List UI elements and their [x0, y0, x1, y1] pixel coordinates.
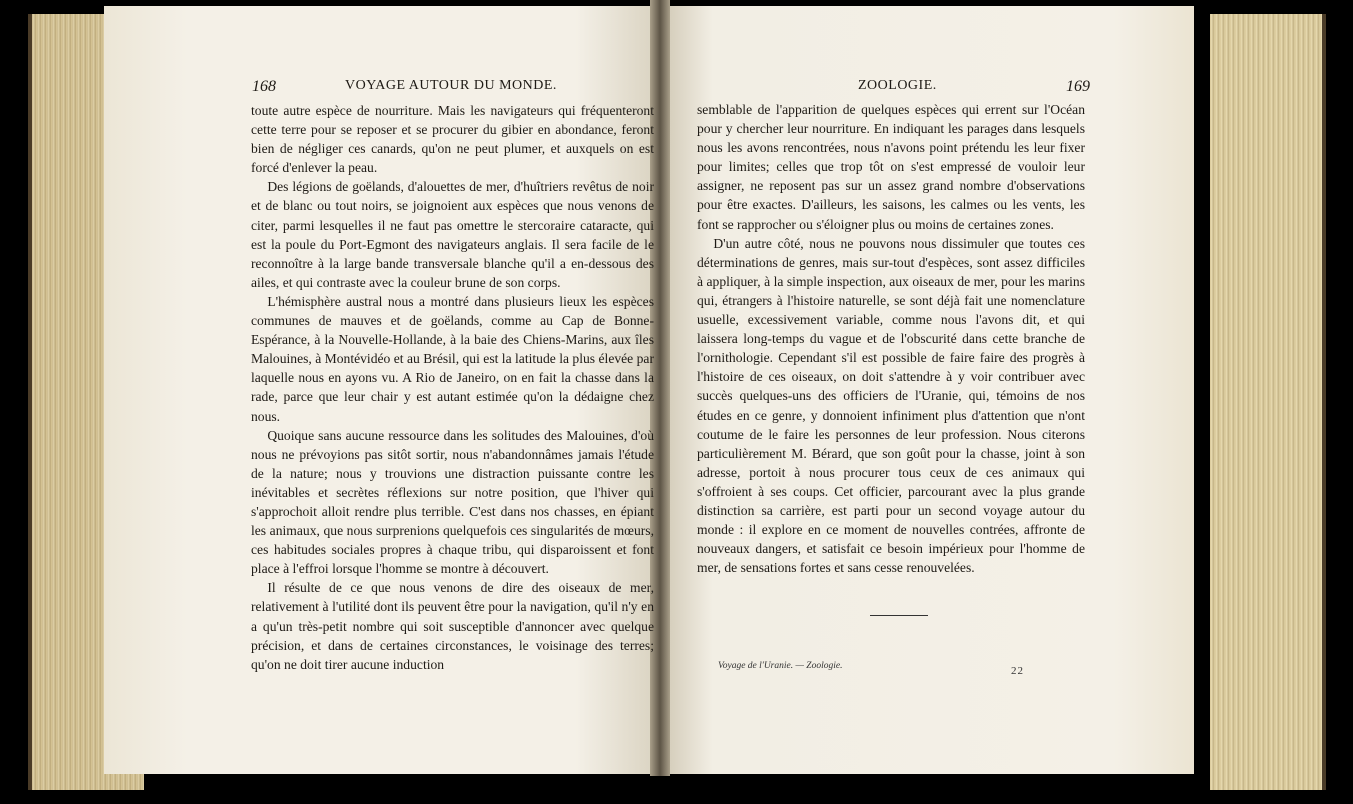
right-page-body: [697, 100, 1085, 577]
paragraph: Quoique sans aucune ressource dans les solitudes des Malouines, d'où nous ne prévoyions pas sitôt sortir, nous n'abandonnâmes jamais l'étude de la nature; nous y trouvions une distraction puissante contre les inévitables et secrètes réflexions sur notre position, que l'hiver qui s'approchoit alloit rendre plus terrible. C'est dans nos chasses, en épiant les animaux, que nous surprenions quelquefois ces singularités de mœurs, ces habitudes sociales propres à chaque tribu, qui disparoissent et font place à l'effroi lorsque l'homme se montre à découvert.: [251, 427, 654, 577]
paragraph: D'un autre côté, nous ne pouvons nous dissimuler que toutes ces déterminations de genres, mais sur-tout d'espèces, sont assez difficiles à appliquer, à la simple inspection, aux oiseaux de mer, pour les marins qui, étrangers à l'histoire naturelle, se sont déjà fait une nomenclature usuelle, excessivement variable, comme nous l'avons dit, et qui laissera long-temps du vague et de l'obscurité dans cette branche de l'ornithologie. Cependant s'il est possible de faire faire des progrès à l'histoire de ces oiseaux, on doit s'attendre à y voir contribuer avec succès quelques-uns des officiers de l'Uranie, qui, témoins de nos études en ce genre, y donnoient infiniment plus d'attention que n'ont coutume de le faire les personnes de leur profession. Nous citerons particulièrement M. Bérard, que son goût pour la chasse, joint à son adresse, portoit à nous procurer tous ceux de ces animaux qui s'offroient à ses coups. Cet officier, parcourant avec la plus grande distinction sa carrière, est parti pour un second voyage autour du monde : il explore en ce moment de nouvelles contrées, affronte de nouveaux dangers, et satisfait ce besoin impérieux pour l'homme de mer, de sensations fortes et sans cesse renouvelées.: [697, 235, 1085, 576]
paragraph: toute autre espèce de nourriture. Mais les navigateurs qui fréquenteront cette terre pour se reposer et se procurer du gibier en abondance, feront bien de négliger ces canards, qu'on ne peut plumer, et auxquels on est forcé d'enlever la peau.: [251, 103, 654, 176]
page-footer: Voyage de l'Uranie. — Zoologie.: [718, 661, 843, 671]
paragraph: L'hémisphère austral nous a montré dans plusieurs lieux les espèces communes de mauves et de goëlands, comme au Cap de Bonne-Espérance, à la Nouvelle-Hollande, à la baie des Chiens-Marins, aux îles Malouines, à Montévidéo et au Brésil, qui est la latitude la plus élevée par laquelle nous en ayons vu. A Rio de Janeiro, on en fait la chasse dans la rade, parce que leur chair y est autant estimée qu'on la dédaigne chez nous.: [251, 293, 654, 424]
left-page-number: 168: [252, 78, 276, 95]
signature-mark: 22: [1011, 665, 1024, 677]
right-running-head: ZOOLOGIE.: [858, 78, 937, 93]
paragraph: Des légions de goëlands, d'alouettes de mer, d'huîtriers revêtus de noir et de blanc ou tout noirs, se joignoient aux espèces que nous venons de citer, parmi lesquelles il ne faut pas omettre le stercoraire cataracte, qui est la poule du Port-Egmont des navigateurs anglais. Il sera facile de le reconnoître à la large bande transversale blanche qu'il a en-dessous des ailes, et qui contraste avec la couleur brune de son corps.: [251, 179, 654, 290]
section-end-rule: [870, 615, 928, 616]
left-page-body: [251, 101, 654, 674]
left-running-head: VOYAGE AUTOUR DU MONDE.: [345, 78, 557, 93]
paragraph: Il résulte de ce que nous venons de dire des oiseaux de mer, relativement à l'utilité dont ils peuvent être pour la navigation, qu'il n'y en a qu'un très-petit nombre qui soit susceptible d'annoncer avec quelque précision, et dans de certaines circonstances, le voisinage des terres; qu'on ne doit tirer aucune induction: [251, 580, 654, 672]
right-page-number: 169: [1066, 78, 1090, 95]
right-page-edges: [1210, 14, 1326, 790]
paragraph: semblable de l'apparition de quelques espèces qui errent sur l'Océan pour y chercher leur nourriture. En indiquant les parages dans lesquels nous les avons rencontrées, nous n'avons point prétendu les leur fixer pour limites; celles que trop tôt on s'est empressé de vouloir leur assigner, ne reposent pas sur un assez grand nombre d'observations pour être exactes. D'ailleurs, les saisons, les calmes ou les vents, les font se rapprocher ou s'éloigner plus ou moins de certaines zones.: [697, 102, 1085, 232]
